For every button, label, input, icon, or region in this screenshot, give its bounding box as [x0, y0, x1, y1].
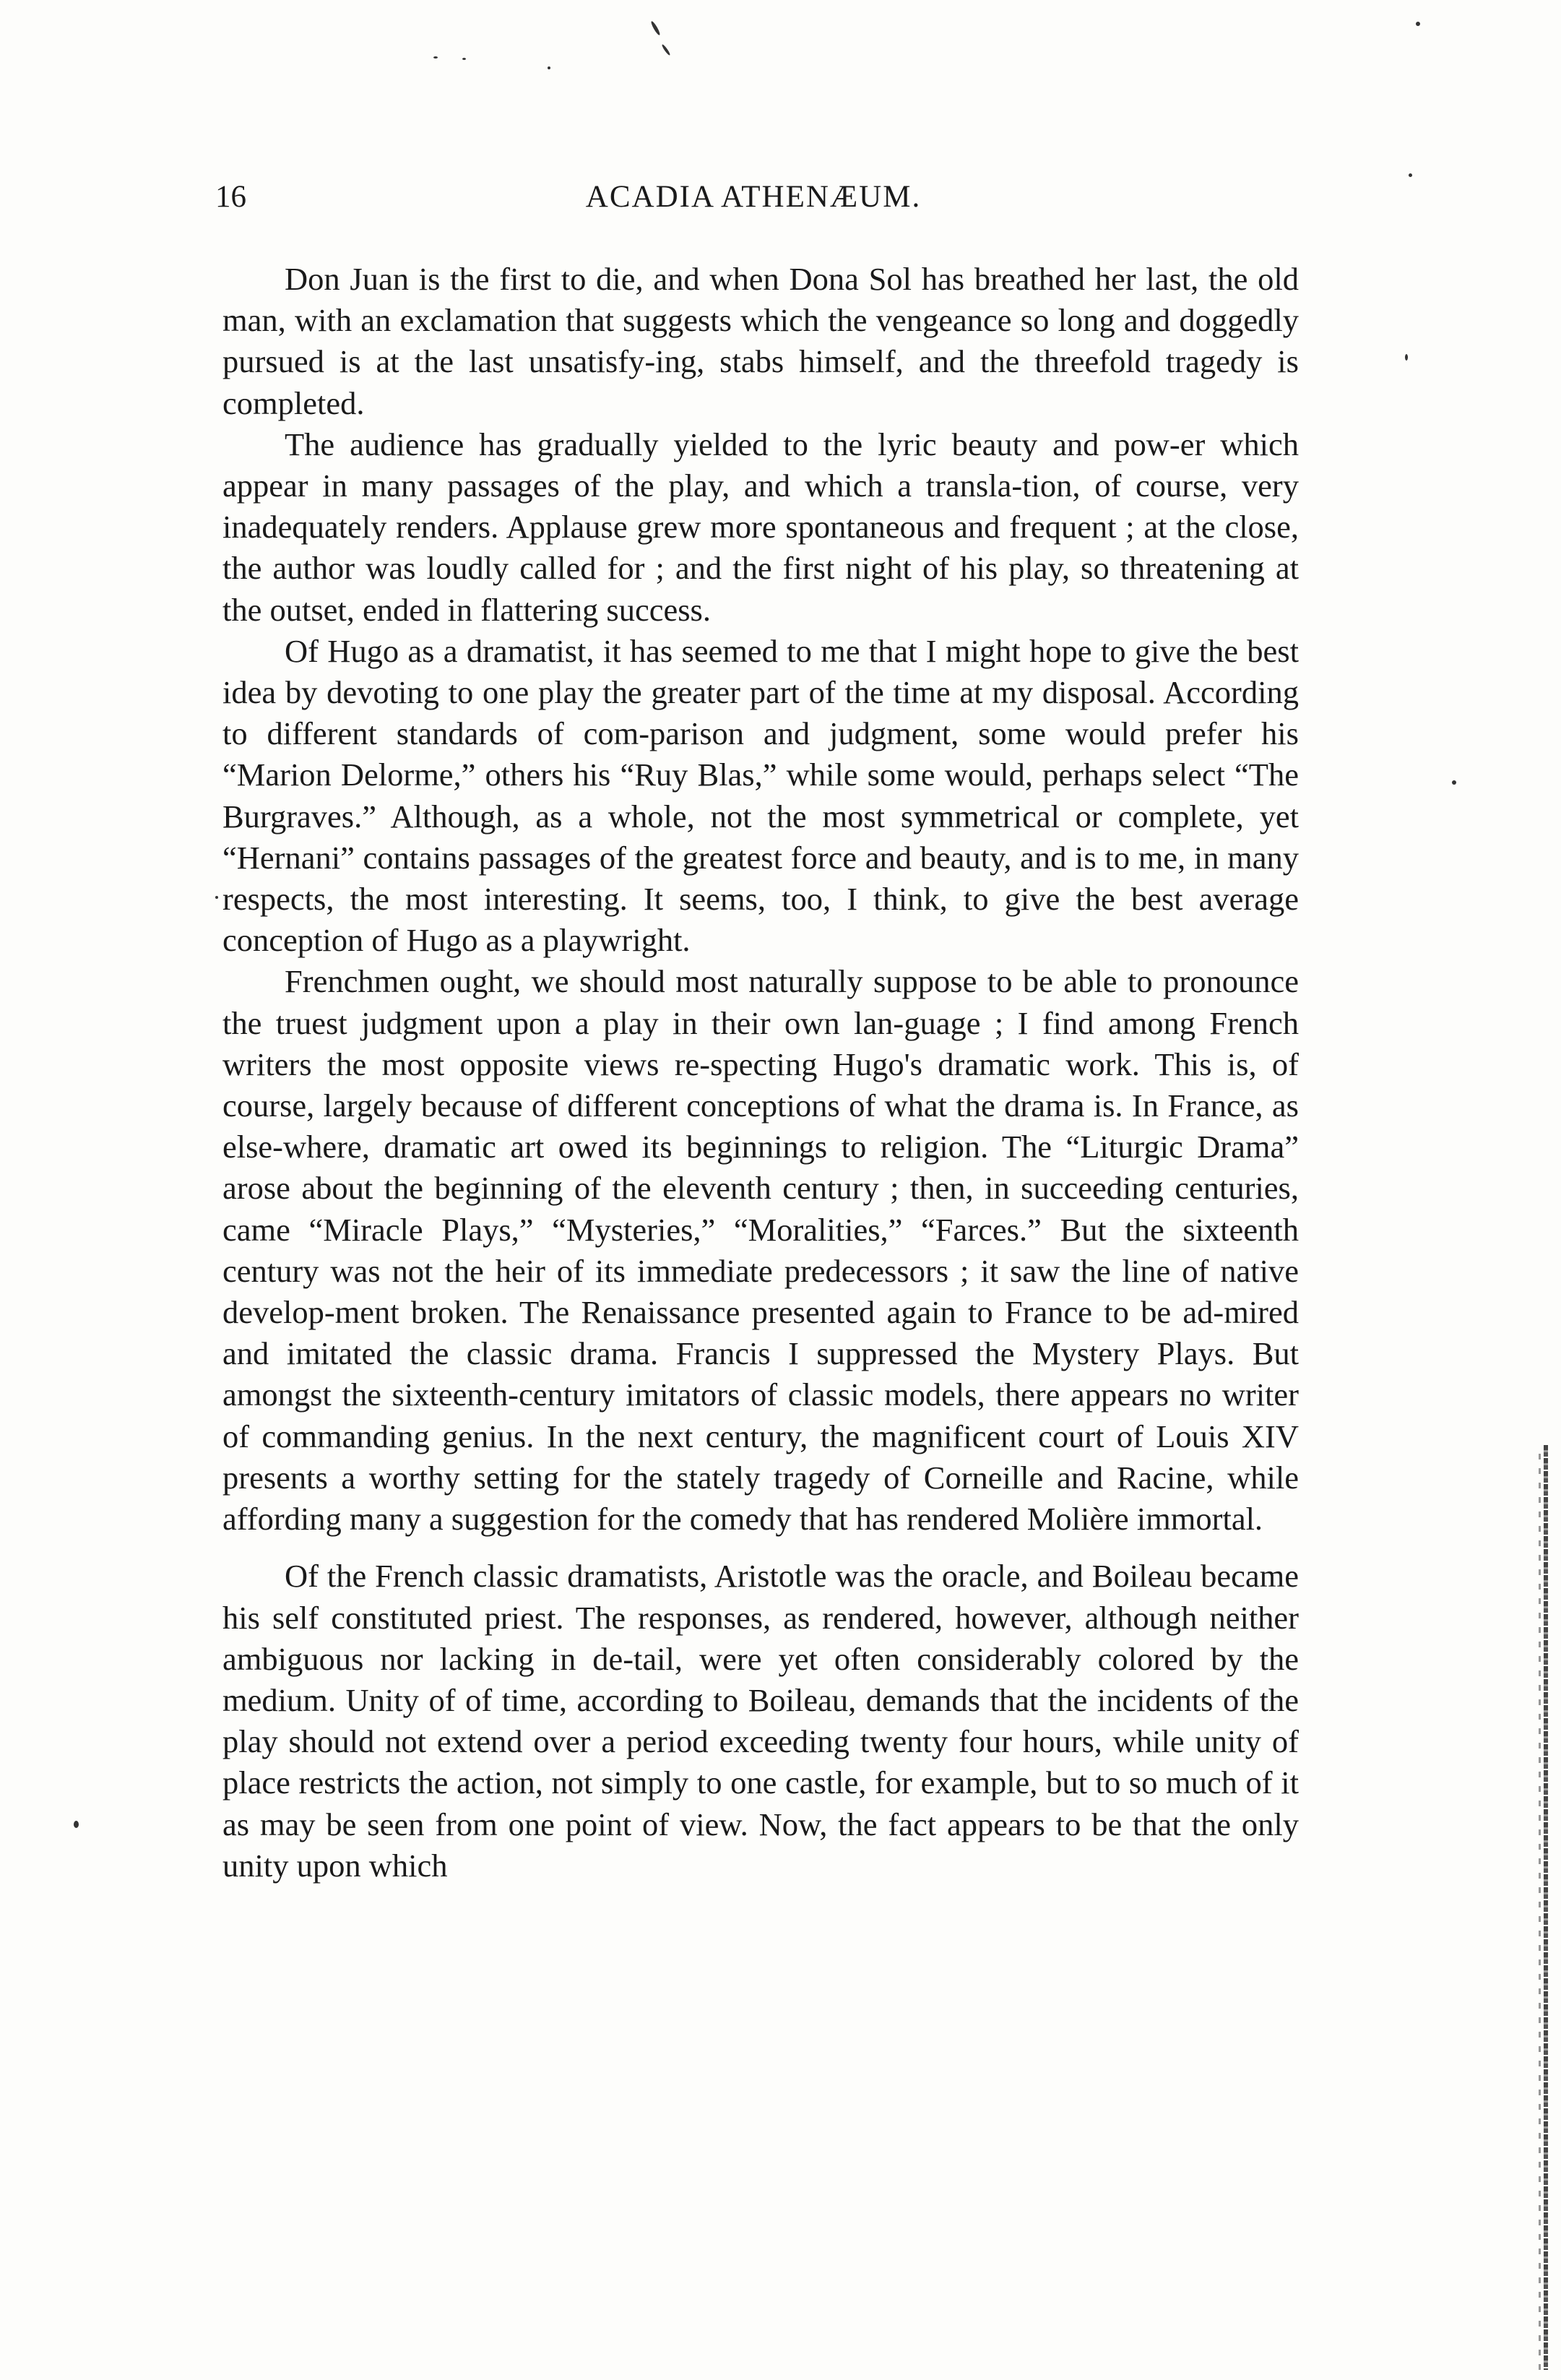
paragraph-1: Don Juan is the first to die, and when Dona Sol has breathed her last, the old man, with an exclamation that suggests which the vengeance so long and doggedly pursued is at the last unsatisfy-ing, stabs himself, and the threefold tragedy is completed.: [222, 261, 1299, 421]
paragraph-4: Frenchmen ought, we should most naturally suppose to be able to pronounce the truest judgment upon a play in their own lan-guage ; I find among French writers the most opposite views re-specting Hugo's dramatic work. This is, of course, largely because of different conceptions of what the drama is. In France, as else-where, dramatic art owed its beginnings to religion. The “Liturgic Drama” arose about the beginning of the eleventh century ; then, in succeeding centuries, came “Miracle Plays,” “Mysteries,” “Moralities,” “Farces.” But the sixteenth century was not the heir of its immediate predecessors ; it saw the line of native develop-ment broken. The Renaissance presented again to France to be ad-mired and imitated the classic drama. Francis I suppressed the Mystery Plays. But amongst the sixteenth-century imitators of classic models, there appears no writer of commanding genius. In the next century, the magnificent court of Louis XIV presents a worthy setting for the stately tragedy of Corneille and Racine, while affording many a suggestion for the comedy that has rendered Molière immortal.: [222, 963, 1299, 1538]
running-header: [215, 179, 1292, 223]
scan-speck: [462, 58, 466, 60]
paragraph-5: Of the French classic dramatists, Aristotle was the oracle, and Boileau became his self constituted priest. The responses, as rendered, however, although neither ambiguous nor lacking in de-tail, were yet often considerably colored by the medium. Unity of of time, according to Boileau, demands that the incidents of the play should not extend over a period exceeding twenty four hours, while unity of place restricts the action, not simply to one castle, for example, but to so much of it as may be seen from one point of view. Now, the fact appears to be that the only unity upon which: [222, 1558, 1299, 1884]
scan-speck: [215, 896, 218, 899]
scan-speck: [1452, 780, 1456, 785]
page-number: 16: [215, 180, 246, 214]
scan-speck: [433, 56, 438, 59]
scan-speck: [1409, 173, 1412, 177]
scan-speck: [661, 43, 671, 56]
scan-speck: [650, 20, 661, 36]
article-body: [222, 259, 1299, 1887]
paragraph-3: Of Hugo as a dramatist, it has seemed to me that I might hope to give the best idea by devoting to one play the greater part of the time at my disposal. According to different standards of com-parison and judgment, some would prefer his “Marion Delorme,” others his “Ruy Blas,” while some would, perhaps select “The Burgraves.” Although, as a whole, not the most symmetrical or complete, yet “Hernani” contains passages of the greatest force and beauty, and is to me, in many respects, the most interesting. It seems, too, I think, to give the best average conception of Hugo as a playwright.: [222, 632, 1299, 959]
scan-speck: [548, 66, 550, 69]
paragraph-2: The audience has gradually yielded to the lyric beauty and pow-er which appear in many passages of the play, and which a transla-tion, of course, very inadequately renders. Applause grew more spontaneous and frequent ; at the close, the author was loudly called for ; and the first night of his play, so threatening at the outset, ended in flattering success.: [222, 426, 1299, 628]
scan-edge-artifact: [1544, 1445, 1548, 2370]
journal-title: ACADIA ATHENÆUM.: [585, 180, 922, 214]
scan-edge-artifact: [1539, 1445, 1541, 2370]
scan-speck: [74, 1821, 79, 1828]
scan-speck: [1416, 22, 1420, 26]
scan-speck: [1405, 354, 1408, 361]
